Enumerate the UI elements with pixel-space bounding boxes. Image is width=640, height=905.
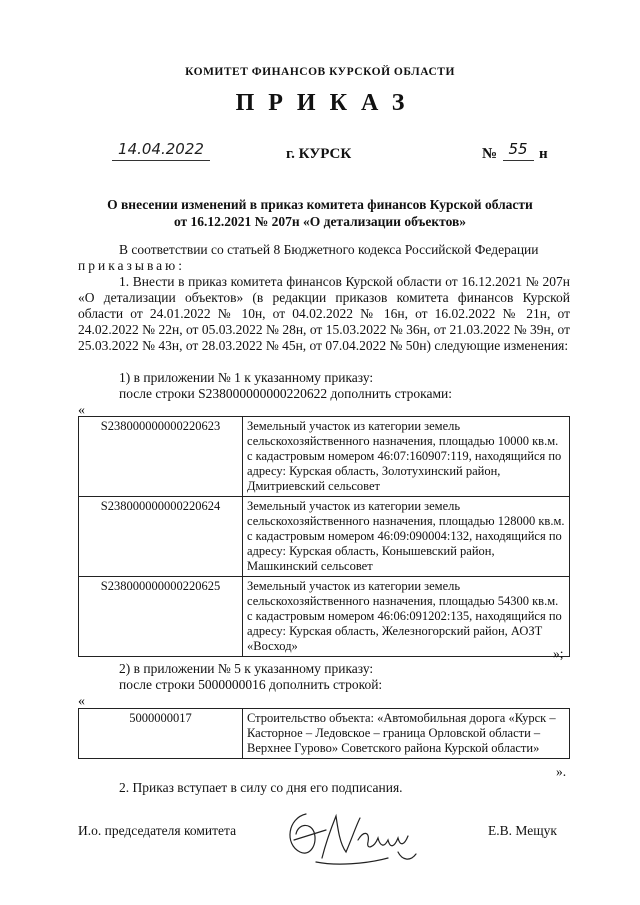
- amendments-table-2: [78, 708, 570, 759]
- table-row: [79, 577, 570, 657]
- quote-open-2: «: [78, 694, 85, 709]
- subject-line-1: О внесении изменений в приказ комитета финансов Курской области: [107, 197, 533, 212]
- table-row: [79, 709, 570, 759]
- quote-open-1: «: [78, 403, 85, 418]
- row-code: S238000000000220623: [79, 417, 243, 497]
- subitem-2-instruction: после строки 5000000016 дополнить строкой:: [119, 677, 383, 692]
- row-description: Земельный участок из категории земель сельскохозяйственного назначения, площадью 54300 кв.м. с кадастровым номером 46:06:091202:135, находящийся по адресу: Курская область, Железногорский район, АОЗТ «Восход»: [243, 577, 570, 657]
- order-word: приказываю:: [78, 258, 185, 273]
- city: г. КУРСК: [286, 146, 352, 162]
- signatory-position: И.о. председателя комитета: [78, 823, 237, 838]
- row-code: S238000000000220624: [79, 497, 243, 577]
- subitem-1-instruction: после строки S238000000000220622 дополнить строками:: [119, 386, 452, 401]
- quote-close-2: ».: [556, 764, 567, 779]
- document-subject: [60, 196, 580, 230]
- date-underline: [112, 160, 210, 161]
- number-suffix: н: [539, 146, 548, 162]
- order-date: 14.04.2022: [118, 140, 204, 158]
- order-number: 55: [508, 140, 528, 158]
- amendments-table-1: [78, 416, 570, 657]
- number-underline: [503, 160, 534, 161]
- row-code: S238000000000220625: [79, 577, 243, 657]
- subitem-1: 1) в приложении № 1 к указанному приказу:: [119, 370, 374, 385]
- document-type-title: ПРИКАЗ: [235, 90, 419, 116]
- organization-name: КОМИТЕТ ФИНАНСОВ КУРСКОЙ ОБЛАСТИ: [185, 66, 455, 78]
- quote-close-1: »;: [553, 646, 564, 661]
- table-row: [79, 417, 570, 497]
- preamble: В соответствии со статьей 8 Бюджетного кодекса Российской Федерации: [119, 242, 539, 257]
- subject-line-2: от 16.12.2021 № 207н «О детализации объектов»: [173, 214, 467, 229]
- number-sign: №: [482, 146, 498, 162]
- subitem-2: 2) в приложении № 5 к указанному приказу:: [119, 661, 374, 676]
- row-description: Земельный участок из категории земель сельскохозяйственного назначения, площадью 128000 кв.м. с кадастровым номером 46:09:090004:132, находящийся по адресу: Курская область, Конышевский район, Машкинский сельсовет: [243, 497, 570, 577]
- table-row: [79, 497, 570, 577]
- item-1: 1. Внести в приказ комитета финансов Курской области от 16.12.2021 № 207н «О детализации объектов» (в редакции приказов комитета финансов Курской области от 24.01.2022 № 10н, от 04.02.2022 № 16н, от 16.02.2022 № 21н, от 24.02.2022 № 22н, от 05.03.2022 № 28н, от 15.03.2022 № 36н, от 21.03.2022 № 39н, от 25.03.2022 № 43н, от 28.03.2022 № 45н, от 07.04.2022 № 50н) следующие изменения:: [78, 274, 570, 353]
- handwritten-signature: [276, 800, 426, 877]
- signatory-name: Е.В. Мещук: [488, 823, 557, 838]
- row-description: Строительство объекта: «Автомобильная дорога «Курск – Касторное – Ледовское – граница Орловской области – Верхнее Гурово» Советского района Курской области»: [243, 709, 570, 759]
- row-code: 5000000017: [79, 709, 243, 759]
- row-description: Земельный участок из категории земель сельскохозяйственного назначения, площадью 10000 кв.м. с кадастровым номером 46:07:160907:119, находящийся по адресу: Курская область, Золотухинский район, Дмитриевский сельсовет: [243, 417, 570, 497]
- item-2: 2. Приказ вступает в силу со дня его подписания.: [119, 780, 403, 795]
